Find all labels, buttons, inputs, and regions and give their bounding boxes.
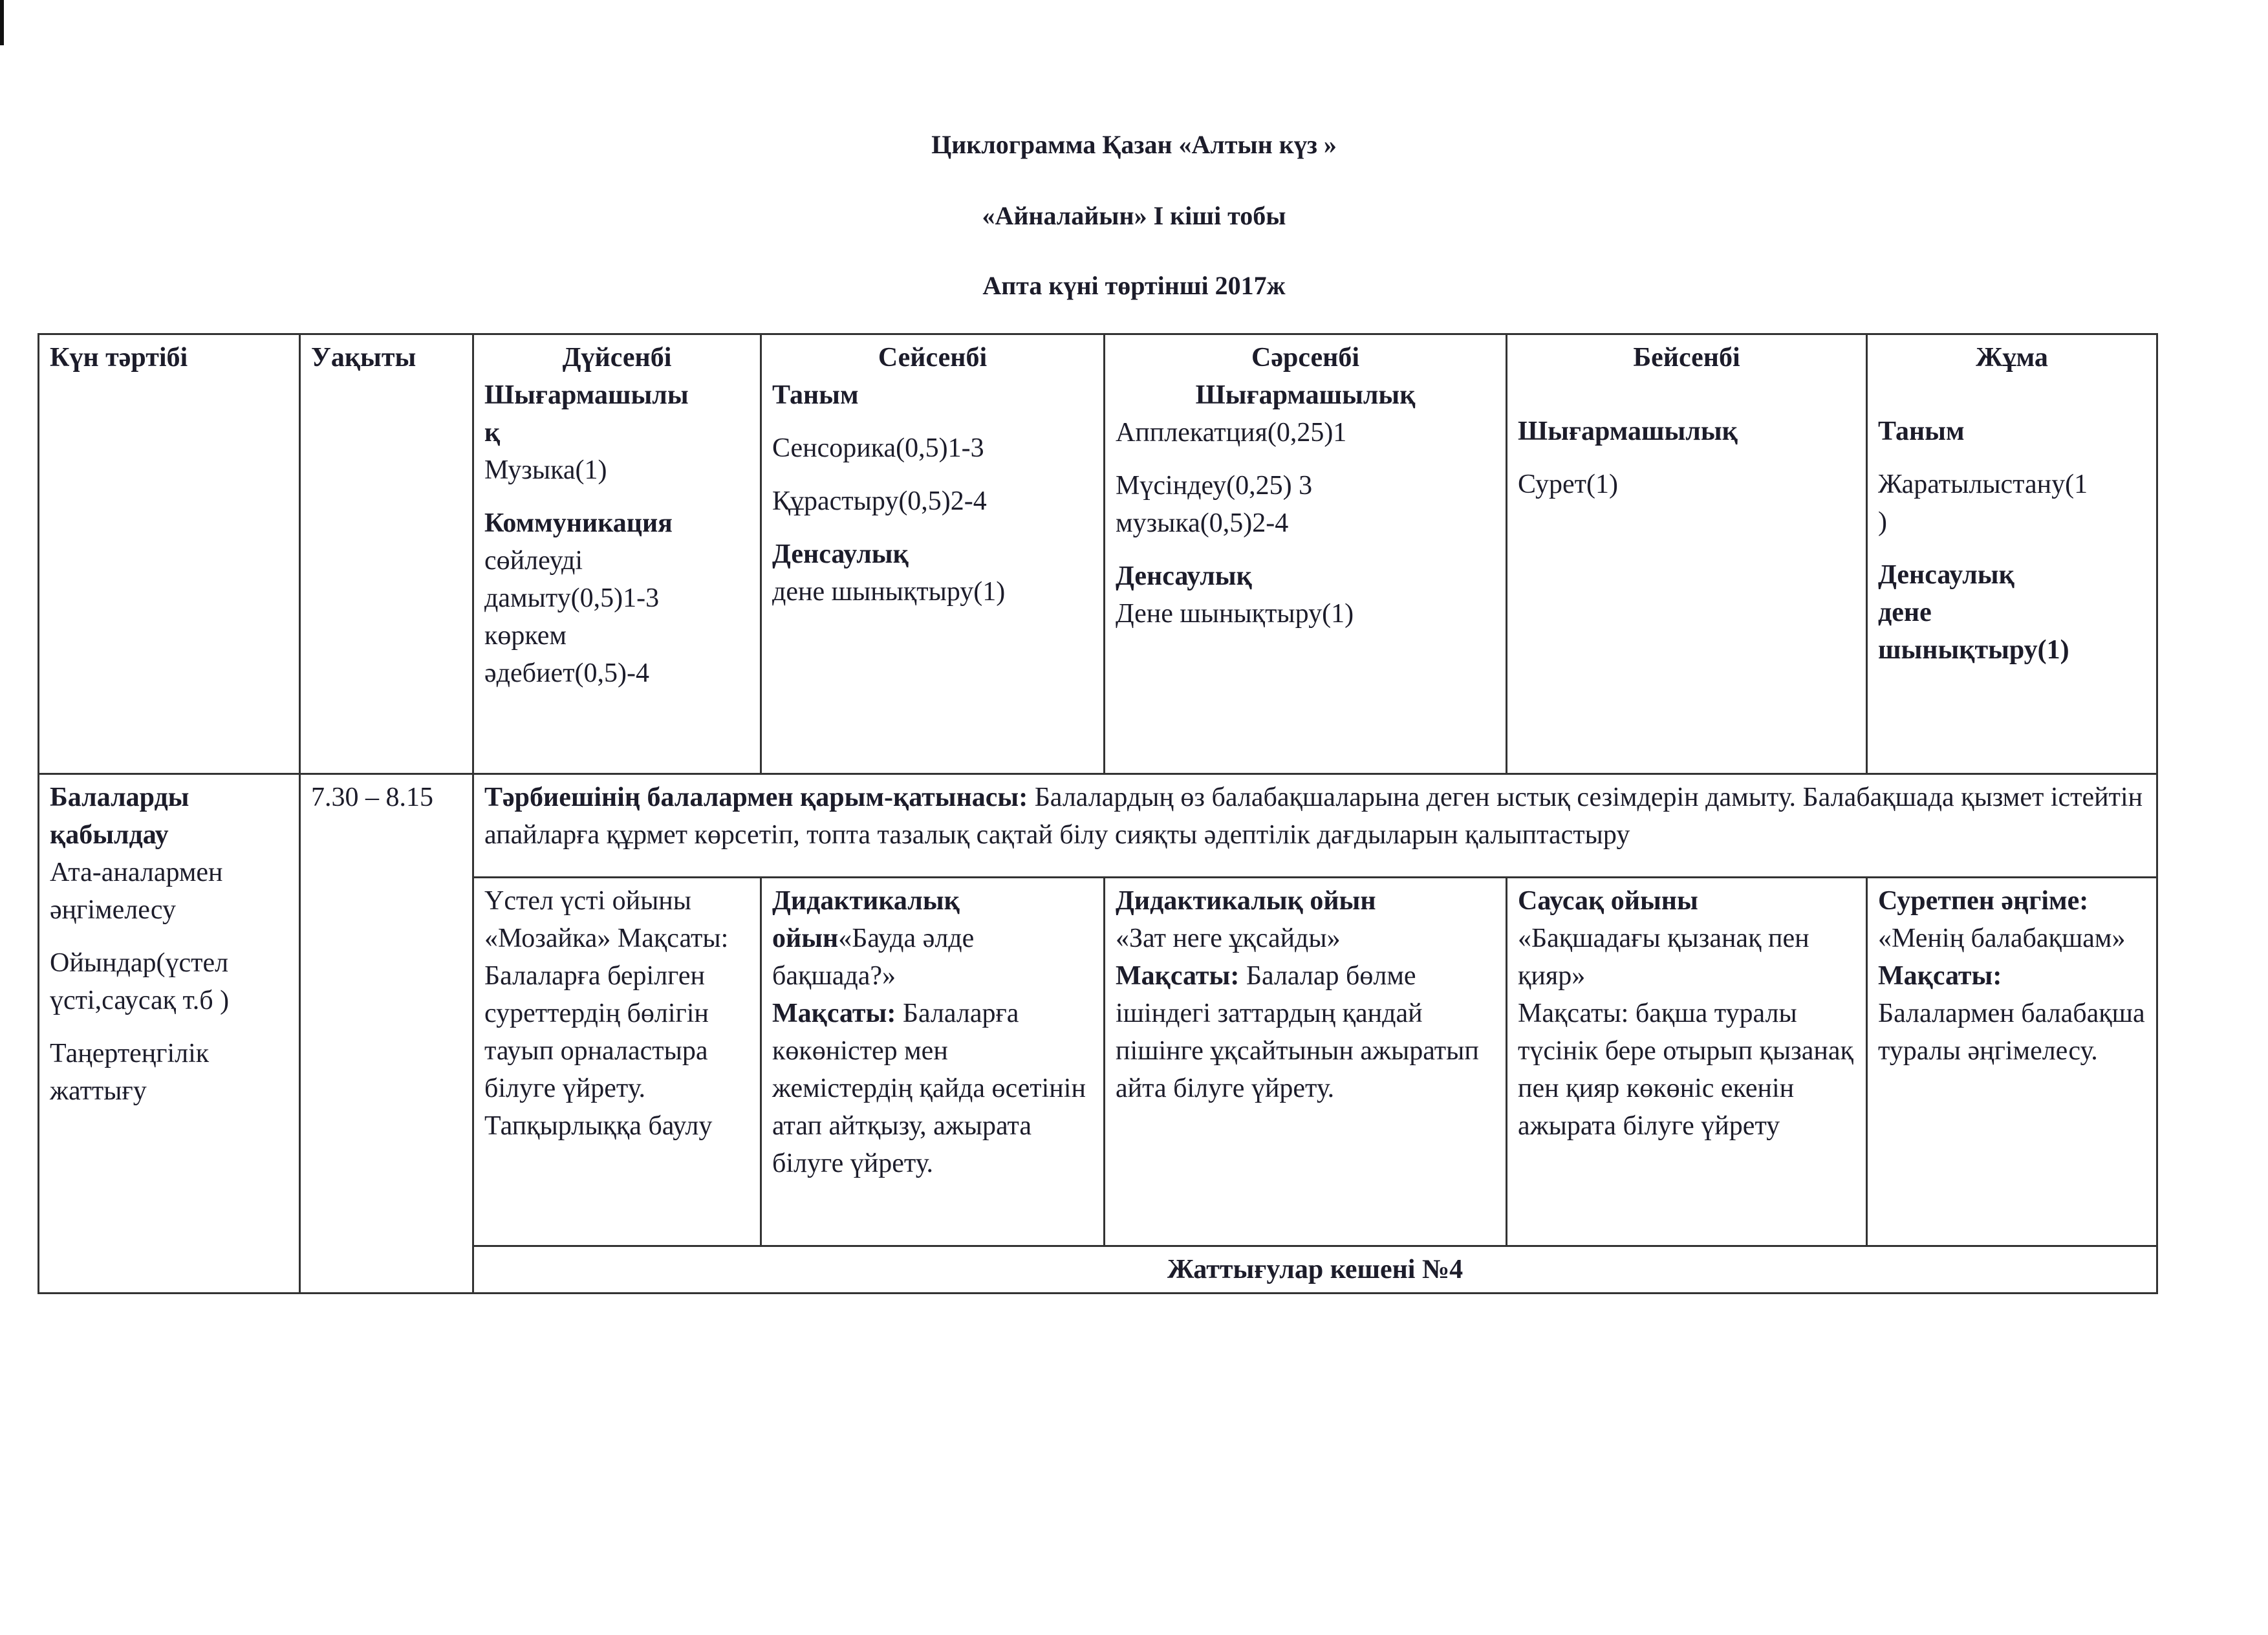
tuesday-day-label: Сейсенбі [878, 343, 988, 373]
tuesday-goal-label: Мақсаты: [772, 999, 896, 1028]
thursday-activity-cell [1507, 878, 1867, 1246]
friday-item1a: Жаратылыстану(1 [1878, 470, 2088, 499]
friday-item2b: шынықтыру(1) [1878, 635, 2069, 665]
wednesday-item4: Дене шынықтыру(1) [1116, 599, 1354, 629]
friday-activity-cell [1867, 878, 2157, 1246]
wednesday-activity-cell [1105, 878, 1507, 1246]
thursday-activity-title: «Бақшадағы қызанақ пен қияр» [1518, 924, 1809, 991]
document-group-name: «Айналайын» І кіші тобы [982, 201, 1286, 230]
tuesday-area1: Таным [772, 380, 859, 410]
wednesday-item2: Мүсіндеу(0,25) 3 [1116, 471, 1313, 501]
monday-item1: Музыка(1) [484, 455, 607, 485]
header-time-label: Уақыты [311, 343, 416, 373]
friday-item2a: дене [1878, 598, 1932, 627]
tuesday-goal-text: Балаларға көкөністер мен жемістердің қайда өсетінін атап айтқызу, ажырата білуге үйрету. [772, 999, 1086, 1178]
reception-time: 7.30 – 8.15 [311, 783, 433, 812]
wednesday-activity-type: Дидактикалық ойын [1116, 886, 1376, 916]
exercise-complex-label: Жаттығулар кешені №4 [1167, 1255, 1463, 1284]
header-daily-routine [39, 334, 300, 774]
routine-cell-reception [39, 774, 300, 1294]
thursday-day-label: Бейсенбі [1633, 343, 1740, 373]
friday-activity-type: Суретпен әңгіме: [1878, 886, 2089, 916]
thursday-item1: Сурет(1) [1518, 470, 1618, 499]
routine-item-exercise: Таңертеңгілік жаттығу [50, 1039, 210, 1106]
header-time [300, 334, 473, 774]
wednesday-goal-label: Мақсаты: [1116, 961, 1240, 991]
scan-edge-mark [0, 0, 4, 45]
monday-day-label: Дүйсенбі [562, 343, 672, 373]
exercise-cell [473, 1246, 2157, 1294]
wednesday-item3: музыка(0,5)2-4 [1116, 508, 1289, 538]
friday-item1b: ) [1878, 507, 1887, 537]
teacher-communication-cell [473, 774, 2157, 878]
thursday-goal-text: Мақсаты: бақша туралы түсінік бере отырып қызанақ пен қияр көкөніс екенін ажырата білуге үйрету [1518, 999, 1853, 1141]
schedule-table [38, 333, 2158, 1294]
monday-item3a: көркем [484, 621, 567, 651]
thursday-activity-type: Саусақ ойыны [1518, 886, 1698, 916]
wednesday-item1: Апплекатция(0,25)1 [1116, 418, 1347, 448]
friday-day-label: Жұма [1976, 343, 2048, 373]
routine-item-parents: Ата-аналармен әңгімелесу [50, 858, 223, 925]
tuesday-item2: Құрастыру(0,5)2-4 [772, 486, 987, 516]
monday-area2: Коммуникация [484, 508, 673, 538]
monday-activity-cell [473, 878, 761, 1246]
teacher-communication-label: Тәрбиешінің балалармен қарым-қатынасы: [484, 783, 1028, 812]
monday-item2b: дамыту(0,5)1-3 [484, 583, 660, 613]
routine-item-games: Ойындар(үстел үсті,саусақ т.б ) [50, 948, 230, 1015]
header-thursday [1507, 334, 1867, 774]
monday-item2a: сөйлеуді [484, 546, 583, 576]
tuesday-activity-title: «Бауда әлде бақшада?» [772, 924, 975, 991]
routine-reception-title: Балаларды қабылдау [50, 783, 189, 850]
teacher-communication-text: Балалардың өз балабақшаларына деген ыстық сезімдерін дамыту. Балабақшада қызмет істейтін апайларға құрмет көрсетіп, топта тазалық сақтай білу сияқты әдептілік дағдыларын қалыптастыру [484, 783, 2143, 850]
friday-area2: Денсаулық [1878, 560, 2014, 590]
friday-activity-title: «Менің балабақшам» [1878, 924, 2126, 953]
wednesday-day-label: Сәрсенбі [1251, 343, 1359, 373]
header-monday [473, 334, 761, 774]
table-header-row [39, 334, 2157, 774]
wednesday-activity-title: «Зат неге ұқсайды» [1116, 924, 1341, 953]
morning-reception-row [39, 774, 2157, 878]
monday-activity-text: Үстел үсті ойыны «Мозайка» Мақсаты: Балаларға берілген суреттердің бөлігін тауып орналастыра білуге үйрету. Тапқырлыққа баулу [484, 886, 729, 1141]
tuesday-item1: Сенсорика(0,5)1-3 [772, 433, 984, 463]
tuesday-activity-cell [761, 878, 1105, 1246]
tuesday-area2: Денсаулық [772, 539, 909, 569]
monday-item3b: әдебиет(0,5)-4 [484, 658, 649, 688]
tuesday-item3: дене шынықтыру(1) [772, 577, 1006, 607]
header-tuesday [761, 334, 1105, 774]
wednesday-area2: Денсаулық [1116, 561, 1252, 591]
friday-area1: Таным [1878, 417, 1965, 446]
wednesday-area1: Шығармашылық [1195, 380, 1416, 410]
friday-goal-text: Балалармен балабақша туралы әңгімелесу. [1878, 999, 2145, 1066]
monday-area1: Шығармашылы [484, 380, 689, 410]
document-week-info: Апта күні төртінші 2017ж [982, 271, 1286, 300]
friday-goal-label: Мақсаты: [1878, 961, 2002, 991]
tuesday-activity-type: Дидактикалық ойын [772, 886, 960, 953]
header-daily-routine-label: Күн тәртібі [50, 343, 188, 373]
monday-area1-cont: қ [484, 418, 501, 448]
header-friday [1867, 334, 2157, 774]
header-wednesday [1105, 334, 1507, 774]
time-cell-reception [300, 774, 473, 1294]
document-title: Циклограмма Қазан «Алтын күз » [931, 130, 1337, 159]
thursday-area1: Шығармашылық [1518, 417, 1738, 446]
wednesday-goal-text: Балалар бөлме ішіндегі заттардың қандай пішінге ұқсайтынын ажыратып айта білуге үйрету. [1116, 961, 1479, 1103]
